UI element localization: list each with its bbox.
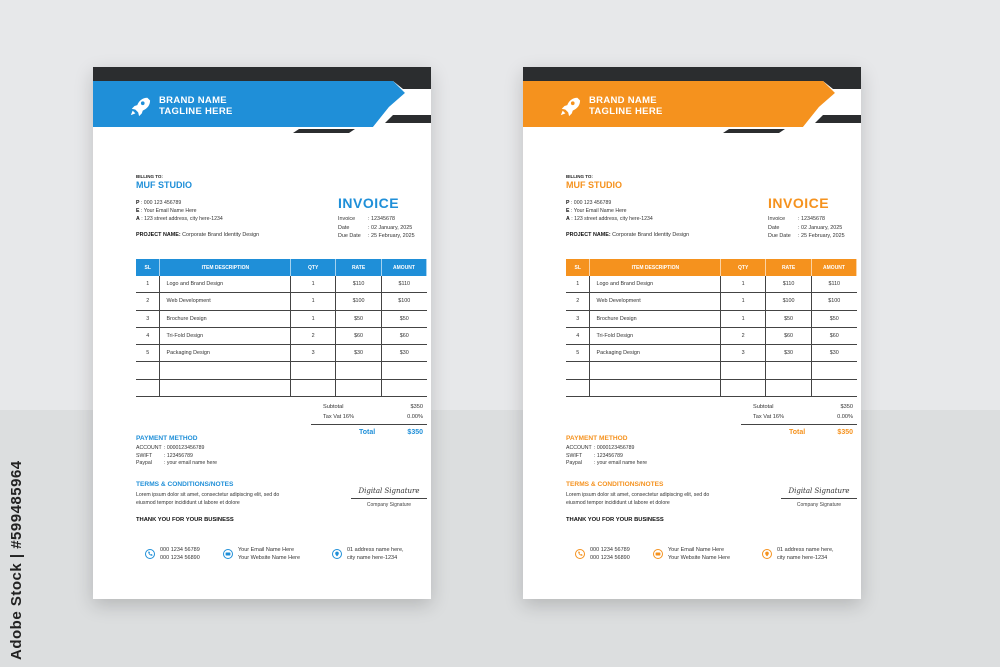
thank-you: THANK YOU FOR YOUR BUSINESS xyxy=(136,517,234,523)
footer-web: Your Email Name Here Your Website Name Here xyxy=(653,546,730,562)
cell-sl: 2 xyxy=(136,293,160,310)
table-row xyxy=(136,379,427,396)
cell-desc xyxy=(590,362,721,379)
invoice-meta: Invoice : 12345678 Date : 02 January, 2025 Due Date : 25 February, 2025 xyxy=(768,216,845,239)
brand-block xyxy=(559,95,663,117)
table-row xyxy=(566,276,857,293)
cell-rate: $30 xyxy=(336,345,382,362)
rocket-icon xyxy=(559,95,581,117)
footer-phone: 000 1234 56789 000 1234 56890 xyxy=(145,546,200,562)
rocket-icon xyxy=(129,95,151,117)
cell-qty: 1 xyxy=(721,310,766,327)
invoice-title: INVOICE xyxy=(338,195,400,211)
cell-qty: 2 xyxy=(291,327,336,344)
totals-block xyxy=(311,402,427,438)
payment-method xyxy=(566,435,647,468)
cell-amount: $110 xyxy=(382,276,427,293)
cell-sl: 3 xyxy=(566,310,590,327)
cell-desc xyxy=(160,379,291,396)
cell-desc: Logo and Brand Design xyxy=(160,276,291,293)
terms-body: Lorem ipsum dolor sit amet, consectetur adipiscing elit, sed do eiusmod tempor incididunt ut labore et dolore xyxy=(136,492,280,506)
brand-tagline: TAGLINE HERE xyxy=(589,106,663,117)
col-qty: QTY xyxy=(721,259,766,276)
cell-amount: $50 xyxy=(382,310,427,327)
cell-rate xyxy=(336,362,382,379)
cell-amount: $100 xyxy=(382,293,427,310)
cell-sl: 1 xyxy=(136,276,160,293)
terms-block xyxy=(136,481,286,507)
payment-title: PAYMENT METHOD xyxy=(136,435,198,442)
payment-swift: SWIFT : 123456789 xyxy=(136,452,193,459)
invoice-title: INVOICE xyxy=(768,195,830,211)
col-sl: SL xyxy=(136,259,160,276)
table-row xyxy=(136,310,427,327)
cell-sl xyxy=(566,362,590,379)
cell-desc: Tri-Fold Design xyxy=(160,327,291,344)
globe-icon xyxy=(223,549,233,559)
col-rate: RATE xyxy=(336,259,382,276)
total-row: Total $350 xyxy=(359,428,423,436)
subtotal-row: Subtotal $350 xyxy=(323,404,423,410)
invoice-page-orange xyxy=(523,67,861,599)
terms-title: TERMS & CONDITIONS/NOTES xyxy=(136,481,234,488)
cell-amount xyxy=(382,379,427,396)
thank-you: THANK YOU FOR YOUR BUSINESS xyxy=(566,517,664,523)
items-table xyxy=(566,259,857,397)
table-row xyxy=(566,327,857,344)
cell-sl: 2 xyxy=(566,293,590,310)
table-row xyxy=(136,362,427,379)
cell-qty: 1 xyxy=(291,310,336,327)
tax-row: Tax Vat 16% 0.00% xyxy=(323,414,423,420)
table-row xyxy=(566,379,857,396)
contact-email: E : Your Email Name Here xyxy=(136,208,197,214)
invoice-meta: Invoice : 12345678 Date : 02 January, 2025 Due Date : 25 February, 2025 xyxy=(338,216,415,239)
payment-paypal: Paypal : your email name here xyxy=(136,460,218,467)
cell-sl: 5 xyxy=(566,345,590,362)
footer-web: Your Email Name Here Your Website Name Here xyxy=(223,546,300,562)
terms-block xyxy=(566,481,716,507)
client-contact xyxy=(136,199,223,223)
location-pin-icon xyxy=(332,549,342,559)
location-pin-icon xyxy=(762,549,772,559)
brand-name: BRAND NAME xyxy=(589,95,657,106)
brand-name: BRAND NAME xyxy=(159,95,227,106)
table-header-row xyxy=(566,259,857,276)
signature-label: Company Signature xyxy=(366,501,412,508)
cell-amount: $50 xyxy=(812,310,857,327)
phone-icon xyxy=(575,549,585,559)
footer-address: 01 address name here, city name here-1234 xyxy=(332,546,404,562)
terms-title: TERMS & CONDITIONS/NOTES xyxy=(566,481,664,488)
signature-label: Company Signature xyxy=(796,501,842,508)
table-row xyxy=(136,293,427,310)
signature-script: Digital Signature xyxy=(788,487,850,495)
client-name: MUF STUDIO xyxy=(566,180,622,190)
total-row: Total $350 xyxy=(789,428,853,436)
cell-qty xyxy=(291,362,336,379)
contact-phone: P : 000 123 456789 xyxy=(136,200,182,206)
totals-block xyxy=(741,402,857,438)
cell-rate: $30 xyxy=(766,345,812,362)
cell-rate: $60 xyxy=(766,327,812,344)
cell-desc: Tri-Fold Design xyxy=(590,327,721,344)
project-name: PROJECT NAME: Corporate Brand Identity Design xyxy=(136,232,260,238)
col-description: ITEM DESCRIPTION xyxy=(160,259,291,276)
invoice-page-blue xyxy=(93,67,431,599)
billing-block xyxy=(136,174,192,190)
brand-tagline: TAGLINE HERE xyxy=(159,106,233,117)
cell-rate xyxy=(336,379,382,396)
cell-amount: $100 xyxy=(812,293,857,310)
cell-amount xyxy=(812,379,857,396)
payment-swift: SWIFT : 123456789 xyxy=(566,452,623,459)
cell-rate: $100 xyxy=(766,293,812,310)
table-row xyxy=(566,310,857,327)
header-dark-accent-bar-2 xyxy=(723,129,785,133)
table-row xyxy=(136,345,427,362)
cell-rate xyxy=(766,362,812,379)
contact-address: A : 123 street address, city here-1234 xyxy=(136,216,223,222)
cell-amount: $110 xyxy=(812,276,857,293)
payment-title: PAYMENT METHOD xyxy=(566,435,628,442)
globe-icon xyxy=(653,549,663,559)
billing-block xyxy=(566,174,622,190)
payment-paypal: Paypal : your email name here xyxy=(566,460,648,467)
cell-desc: Packaging Design xyxy=(160,345,291,362)
cell-rate: $100 xyxy=(336,293,382,310)
cell-rate: $50 xyxy=(766,310,812,327)
contact-email: E : Your Email Name Here xyxy=(566,208,627,214)
cell-desc: Packaging Design xyxy=(590,345,721,362)
cell-amount xyxy=(382,362,427,379)
client-name: MUF STUDIO xyxy=(136,180,192,190)
cell-qty: 1 xyxy=(291,276,336,293)
client-contact xyxy=(566,199,653,223)
phone-icon xyxy=(145,549,155,559)
totals-divider xyxy=(741,424,857,425)
cell-sl: 1 xyxy=(566,276,590,293)
tax-row: Tax Vat 16% 0.00% xyxy=(753,414,853,420)
subtotal-row: Subtotal $350 xyxy=(753,404,853,410)
cell-qty xyxy=(721,362,766,379)
cell-amount: $60 xyxy=(382,327,427,344)
cell-sl: 4 xyxy=(136,327,160,344)
signature-line xyxy=(781,498,857,499)
col-sl: SL xyxy=(566,259,590,276)
cell-desc: Logo and Brand Design xyxy=(590,276,721,293)
table-row xyxy=(136,276,427,293)
cell-qty: 2 xyxy=(721,327,766,344)
signature-block xyxy=(351,487,427,508)
items-table xyxy=(136,259,427,397)
col-qty: QTY xyxy=(291,259,336,276)
cell-amount: $30 xyxy=(812,345,857,362)
cell-amount: $30 xyxy=(382,345,427,362)
payment-method xyxy=(136,435,217,468)
signature-script: Digital Signature xyxy=(358,487,420,495)
cell-desc: Web Development xyxy=(590,293,721,310)
cell-rate: $110 xyxy=(336,276,382,293)
col-amount: AMOUNT xyxy=(812,259,857,276)
cell-sl xyxy=(136,379,160,396)
cell-rate: $60 xyxy=(336,327,382,344)
project-name: PROJECT NAME: Corporate Brand Identity Design xyxy=(566,232,690,238)
cell-desc xyxy=(590,379,721,396)
col-description: ITEM DESCRIPTION xyxy=(590,259,721,276)
cell-qty: 3 xyxy=(291,345,336,362)
cell-desc: Brochure Design xyxy=(160,310,291,327)
cell-qty: 1 xyxy=(721,276,766,293)
col-rate: RATE xyxy=(766,259,812,276)
cell-amount xyxy=(812,362,857,379)
cell-desc: Web Development xyxy=(160,293,291,310)
totals-divider xyxy=(311,424,427,425)
stock-watermark: Adobe Stock | #599485964 xyxy=(8,460,25,660)
contact-address: A : 123 street address, city here-1234 xyxy=(566,216,653,222)
table-header-row xyxy=(136,259,427,276)
cell-sl: 4 xyxy=(566,327,590,344)
cell-qty xyxy=(721,379,766,396)
table-row xyxy=(566,362,857,379)
cell-qty xyxy=(291,379,336,396)
payment-account: ACCOUNT : 0000123456789 xyxy=(566,445,635,451)
table-row xyxy=(136,327,427,344)
header-dark-accent-bar xyxy=(815,115,861,123)
cell-sl: 5 xyxy=(136,345,160,362)
signature-line xyxy=(351,498,427,499)
cell-qty: 1 xyxy=(721,293,766,310)
table-row xyxy=(566,293,857,310)
footer-address: 01 address name here, city name here-1234 xyxy=(762,546,834,562)
brand-block xyxy=(129,95,233,117)
cell-sl xyxy=(136,362,160,379)
contact-phone: P : 000 123 456789 xyxy=(566,200,612,206)
billing-label: BILLING TO: xyxy=(136,174,163,179)
col-amount: AMOUNT xyxy=(382,259,427,276)
footer-phone: 000 1234 56789 000 1234 56890 xyxy=(575,546,630,562)
terms-body: Lorem ipsum dolor sit amet, consectetur adipiscing elit, sed do eiusmod tempor incididunt ut labore et dolore xyxy=(566,492,710,506)
signature-block xyxy=(781,487,857,508)
header-dark-accent-bar-2 xyxy=(293,129,355,133)
cell-desc xyxy=(160,362,291,379)
cell-desc: Brochure Design xyxy=(590,310,721,327)
cell-qty: 1 xyxy=(291,293,336,310)
cell-qty: 3 xyxy=(721,345,766,362)
table-row xyxy=(566,345,857,362)
cell-sl: 3 xyxy=(136,310,160,327)
cell-amount: $60 xyxy=(812,327,857,344)
cell-sl xyxy=(566,379,590,396)
cell-rate: $50 xyxy=(336,310,382,327)
payment-account: ACCOUNT : 0000123456789 xyxy=(136,445,205,451)
cell-rate: $110 xyxy=(766,276,812,293)
header-dark-accent-bar xyxy=(385,115,431,123)
cell-rate xyxy=(766,379,812,396)
billing-label: BILLING TO: xyxy=(566,174,593,179)
